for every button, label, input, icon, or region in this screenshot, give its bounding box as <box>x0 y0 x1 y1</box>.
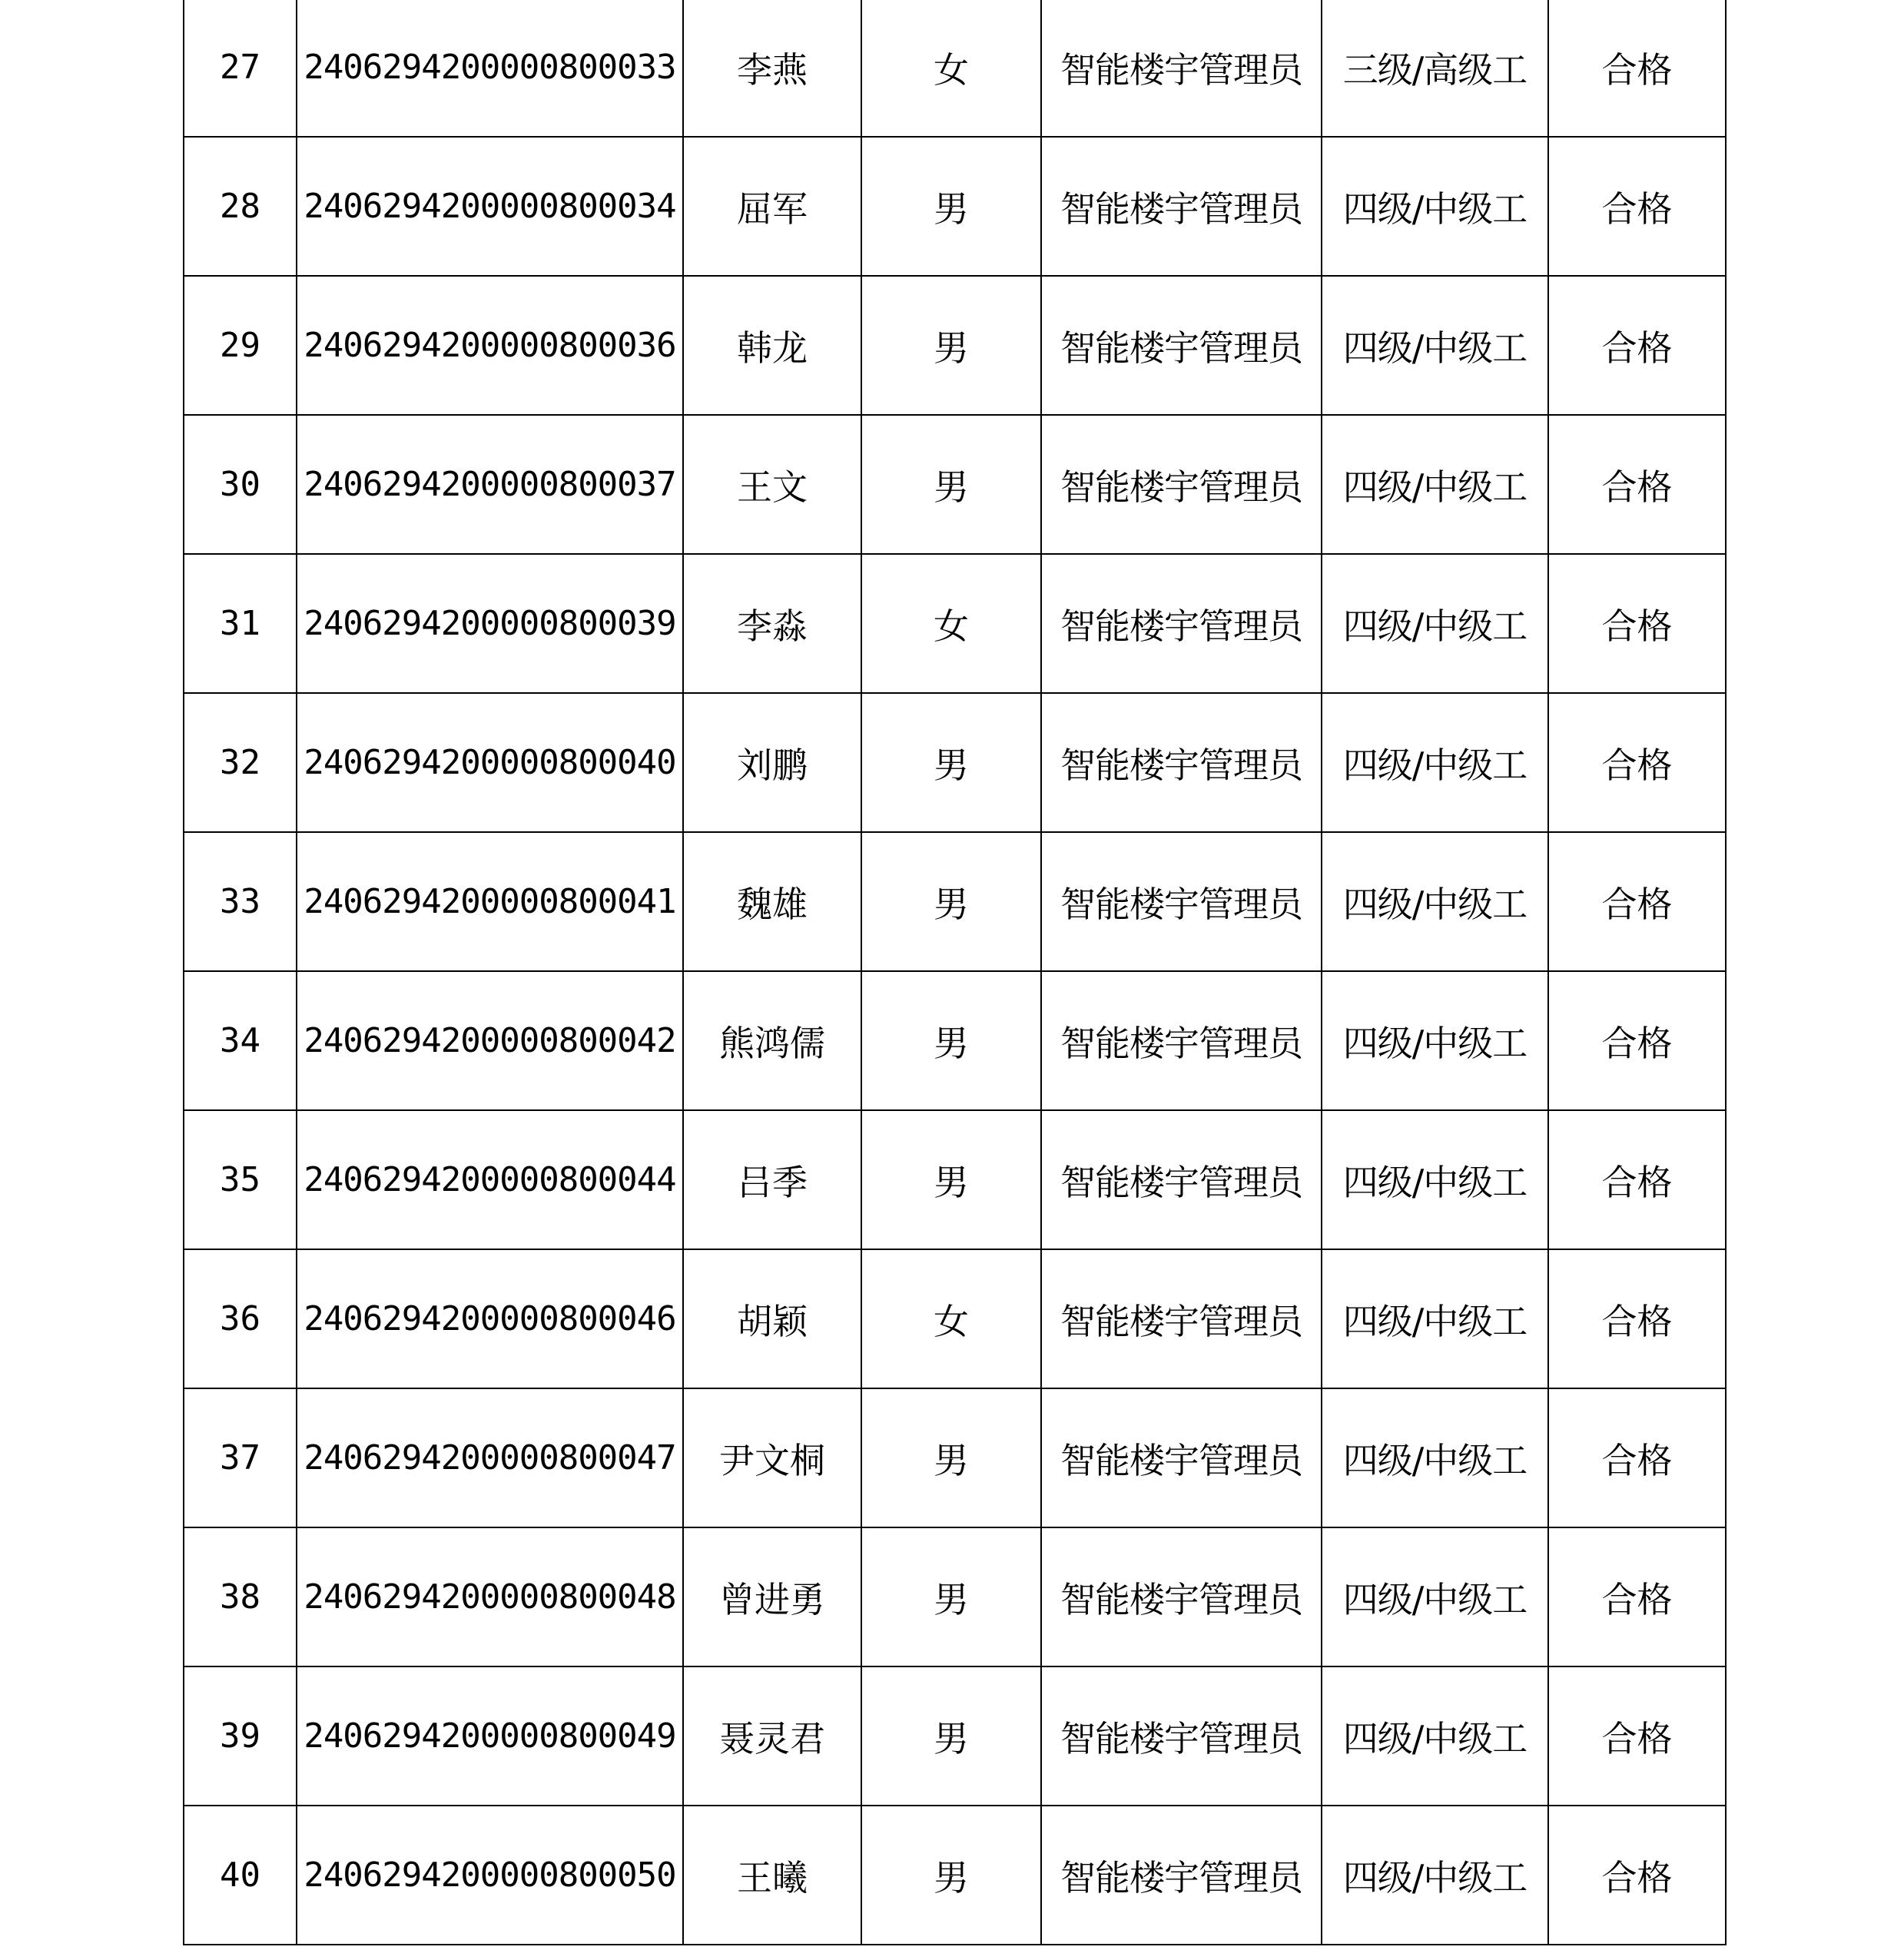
table-row <box>184 1806 1726 1945</box>
candidate-name-cell: 魏雄 <box>683 832 861 971</box>
table-row <box>184 415 1726 554</box>
certificate-number-cell: 2406294200000800037 <box>297 415 683 554</box>
result-cell: 合格 <box>1548 276 1726 415</box>
row-number-cell: 38 <box>184 1527 297 1666</box>
occupation-cell: 智能楼宇管理员 <box>1041 0 1322 137</box>
gender-cell: 男 <box>861 276 1041 415</box>
table-row <box>184 693 1726 832</box>
table-row <box>184 0 1726 137</box>
row-number-cell: 35 <box>184 1110 297 1249</box>
occupation-cell: 智能楼宇管理员 <box>1041 1388 1322 1527</box>
row-number-cell: 31 <box>184 554 297 693</box>
certificate-number-cell: 2406294200000800034 <box>297 137 683 276</box>
row-number-cell: 33 <box>184 832 297 971</box>
row-number-cell: 36 <box>184 1249 297 1388</box>
candidate-name-cell: 熊鸿儒 <box>683 971 861 1110</box>
candidate-name-cell: 李燕 <box>683 0 861 137</box>
skill-level-cell: 四级/中级工 <box>1322 137 1548 276</box>
candidate-name-cell: 屈军 <box>683 137 861 276</box>
row-number-cell: 29 <box>184 276 297 415</box>
occupation-cell: 智能楼宇管理员 <box>1041 1527 1322 1666</box>
certificate-number-cell: 2406294200000800048 <box>297 1527 683 1666</box>
result-cell: 合格 <box>1548 415 1726 554</box>
row-number-cell: 28 <box>184 137 297 276</box>
occupation-cell: 智能楼宇管理员 <box>1041 693 1322 832</box>
candidate-name-cell: 聂灵君 <box>683 1666 861 1806</box>
gender-cell: 男 <box>861 1527 1041 1666</box>
certificate-number-cell: 2406294200000800049 <box>297 1666 683 1806</box>
row-number-cell: 39 <box>184 1666 297 1806</box>
skill-level-cell: 四级/中级工 <box>1322 693 1548 832</box>
certificate-number-cell: 2406294200000800046 <box>297 1249 683 1388</box>
gender-cell: 男 <box>861 832 1041 971</box>
row-number-cell: 30 <box>184 415 297 554</box>
occupation-cell: 智能楼宇管理员 <box>1041 1666 1322 1806</box>
result-cell: 合格 <box>1548 832 1726 971</box>
gender-cell: 男 <box>861 1110 1041 1249</box>
table-row <box>184 554 1726 693</box>
gender-cell: 男 <box>861 1388 1041 1527</box>
certificate-number-cell: 2406294200000800047 <box>297 1388 683 1527</box>
skill-level-cell: 四级/中级工 <box>1322 1806 1548 1945</box>
skill-level-cell: 四级/中级工 <box>1322 1388 1548 1527</box>
result-cell: 合格 <box>1548 693 1726 832</box>
result-cell: 合格 <box>1548 1806 1726 1945</box>
gender-cell: 男 <box>861 693 1041 832</box>
occupation-cell: 智能楼宇管理员 <box>1041 1806 1322 1945</box>
skill-level-cell: 四级/中级工 <box>1322 1666 1548 1806</box>
candidate-name-cell: 吕季 <box>683 1110 861 1249</box>
certificate-number-cell: 2406294200000800040 <box>297 693 683 832</box>
table-row <box>184 137 1726 276</box>
gender-cell: 女 <box>861 554 1041 693</box>
result-cell: 合格 <box>1548 1527 1726 1666</box>
gender-cell: 男 <box>861 137 1041 276</box>
result-cell: 合格 <box>1548 137 1726 276</box>
certificate-number-cell: 2406294200000800039 <box>297 554 683 693</box>
table-row <box>184 276 1726 415</box>
table-row <box>184 1527 1726 1666</box>
table-row <box>184 1249 1726 1388</box>
gender-cell: 男 <box>861 1806 1041 1945</box>
skill-level-cell: 四级/中级工 <box>1322 832 1548 971</box>
certificate-number-cell: 2406294200000800042 <box>297 971 683 1110</box>
certificate-number-cell: 2406294200000800036 <box>297 276 683 415</box>
skill-level-cell: 四级/中级工 <box>1322 415 1548 554</box>
candidate-name-cell: 胡颖 <box>683 1249 861 1388</box>
gender-cell: 男 <box>861 415 1041 554</box>
result-cell: 合格 <box>1548 0 1726 137</box>
certificate-number-cell: 2406294200000800044 <box>297 1110 683 1249</box>
candidate-name-cell: 王文 <box>683 415 861 554</box>
candidate-name-cell: 曾进勇 <box>683 1527 861 1666</box>
candidate-name-cell: 尹文桐 <box>683 1388 861 1527</box>
occupation-cell: 智能楼宇管理员 <box>1041 1249 1322 1388</box>
row-number-cell: 40 <box>184 1806 297 1945</box>
skill-level-cell: 四级/中级工 <box>1322 1110 1548 1249</box>
gender-cell: 女 <box>861 0 1041 137</box>
skill-level-cell: 四级/中级工 <box>1322 1249 1548 1388</box>
table-row <box>184 832 1726 971</box>
certificate-number-cell: 2406294200000800041 <box>297 832 683 971</box>
row-number-cell: 34 <box>184 971 297 1110</box>
occupation-cell: 智能楼宇管理员 <box>1041 832 1322 971</box>
occupation-cell: 智能楼宇管理员 <box>1041 137 1322 276</box>
candidate-name-cell: 李淼 <box>683 554 861 693</box>
occupation-cell: 智能楼宇管理员 <box>1041 415 1322 554</box>
candidate-name-cell: 韩龙 <box>683 276 861 415</box>
occupation-cell: 智能楼宇管理员 <box>1041 971 1322 1110</box>
skill-level-cell: 四级/中级工 <box>1322 1527 1548 1666</box>
result-cell: 合格 <box>1548 1388 1726 1527</box>
skill-level-cell: 四级/中级工 <box>1322 971 1548 1110</box>
candidate-name-cell: 王曦 <box>683 1806 861 1945</box>
table-row <box>184 1666 1726 1806</box>
skill-level-cell: 四级/中级工 <box>1322 554 1548 693</box>
gender-cell: 男 <box>861 1666 1041 1806</box>
skill-level-cell: 三级/高级工 <box>1322 0 1548 137</box>
result-cell: 合格 <box>1548 554 1726 693</box>
result-cell: 合格 <box>1548 1249 1726 1388</box>
occupation-cell: 智能楼宇管理员 <box>1041 554 1322 693</box>
table-row <box>184 1388 1726 1527</box>
table-row <box>184 1110 1726 1249</box>
certificate-number-cell: 2406294200000800050 <box>297 1806 683 1945</box>
skill-level-cell: 四级/中级工 <box>1322 276 1548 415</box>
table-row <box>184 971 1726 1110</box>
row-number-cell: 27 <box>184 0 297 137</box>
result-cell: 合格 <box>1548 971 1726 1110</box>
gender-cell: 男 <box>861 971 1041 1110</box>
row-number-cell: 32 <box>184 693 297 832</box>
result-cell: 合格 <box>1548 1110 1726 1249</box>
result-cell: 合格 <box>1548 1666 1726 1806</box>
occupation-cell: 智能楼宇管理员 <box>1041 276 1322 415</box>
occupation-cell: 智能楼宇管理员 <box>1041 1110 1322 1249</box>
candidate-name-cell: 刘鹏 <box>683 693 861 832</box>
table-body <box>184 0 1726 1945</box>
certificate-results-table <box>183 0 1727 1945</box>
gender-cell: 女 <box>861 1249 1041 1388</box>
certificate-number-cell: 2406294200000800033 <box>297 0 683 137</box>
row-number-cell: 37 <box>184 1388 297 1527</box>
